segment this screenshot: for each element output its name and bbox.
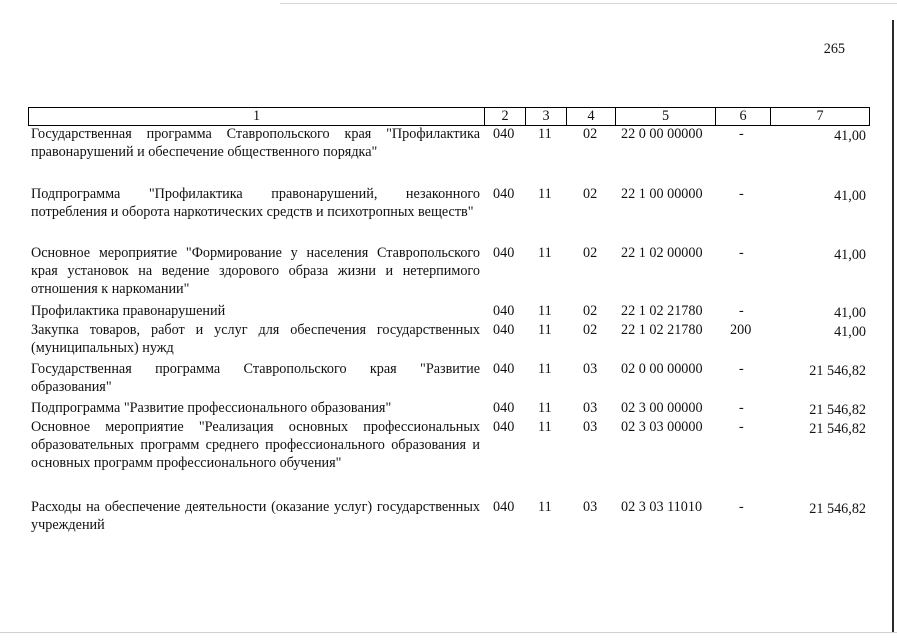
- row-name: Основное мероприятие "Формирование у населения Ставропольского края установок на ведение здорового образа жизни и нетерпимого отношения к наркомании": [31, 245, 480, 297]
- row-target-code: 22 1 00 00000: [621, 186, 703, 202]
- page-number: 265: [823, 41, 845, 57]
- scan-edge-bottom: [0, 632, 897, 633]
- row-amount: 41,00: [834, 128, 866, 144]
- row-expense-type: -: [739, 245, 744, 261]
- row-amount: 21 546,82: [809, 402, 866, 418]
- header-cell-6: 6: [715, 107, 771, 126]
- row-section: 11: [538, 303, 552, 319]
- row-name: Подпрограмма "Профилактика правонарушений, незаконного потребления и оборота наркотических средств и психотропных веществ": [31, 186, 480, 220]
- row-subsection: 02: [583, 322, 598, 338]
- row-subsection: 02: [583, 186, 598, 202]
- row-section: 11: [538, 245, 552, 261]
- scan-edge-top: [280, 3, 897, 4]
- row-code-ministry: 040: [493, 186, 515, 202]
- row-expense-type: -: [739, 361, 744, 377]
- header-cell-1: 1: [28, 107, 485, 126]
- row-amount: 21 546,82: [809, 421, 866, 437]
- row-code-ministry: 040: [493, 245, 515, 261]
- row-subsection: 03: [583, 361, 598, 377]
- row-code-ministry: 040: [493, 361, 515, 377]
- row-code-ministry: 040: [493, 419, 515, 435]
- scan-edge-right: [892, 20, 894, 632]
- row-section: 11: [538, 419, 552, 435]
- row-amount: 21 546,82: [809, 363, 866, 379]
- row-code-ministry: 040: [493, 400, 515, 416]
- row-target-code: 22 1 02 00000: [621, 245, 703, 261]
- header-cell-4: 4: [566, 107, 616, 126]
- row-section: 11: [538, 322, 552, 338]
- row-amount: 41,00: [834, 324, 866, 340]
- row-subsection: 03: [583, 499, 598, 515]
- header-cell-3: 3: [525, 107, 567, 126]
- row-target-code: 02 3 03 00000: [621, 419, 703, 435]
- row-code-ministry: 040: [493, 499, 515, 515]
- row-subsection: 03: [583, 400, 598, 416]
- row-code-ministry: 040: [493, 126, 515, 142]
- row-subsection: 02: [583, 126, 598, 142]
- row-name: Подпрограмма "Развитие профессионального образования": [31, 400, 392, 416]
- row-amount: 41,00: [834, 188, 866, 204]
- row-expense-type: -: [739, 126, 744, 142]
- header-cell-7: 7: [770, 107, 870, 126]
- header-cell-2: 2: [484, 107, 526, 126]
- row-code-ministry: 040: [493, 322, 515, 338]
- row-amount: 41,00: [834, 305, 866, 321]
- row-amount: 41,00: [834, 247, 866, 263]
- row-section: 11: [538, 499, 552, 515]
- row-section: 11: [538, 126, 552, 142]
- row-section: 11: [538, 400, 552, 416]
- header-cell-5: 5: [615, 107, 716, 126]
- row-expense-type: -: [739, 400, 744, 416]
- row-name: Государственная программа Ставропольского края "Развитие образования": [31, 361, 480, 395]
- row-name: Государственная программа Ставропольского края "Профилактика правонарушений и обеспечение общественного порядка": [31, 126, 480, 160]
- row-subsection: 02: [583, 245, 598, 261]
- row-code-ministry: 040: [493, 303, 515, 319]
- row-expense-type: -: [739, 303, 744, 319]
- row-name: Основное мероприятие "Реализация основных профессиональных образовательных программ среднего профессионального образования и основных программ профессионального обучения": [31, 419, 480, 471]
- row-name: Расходы на обеспечение деятельности (оказание услуг) государственных учреждений: [31, 499, 480, 533]
- row-subsection: 03: [583, 419, 598, 435]
- row-expense-type: 200: [730, 322, 752, 338]
- row-target-code: 02 3 00 00000: [621, 400, 703, 416]
- row-expense-type: -: [739, 186, 744, 202]
- row-subsection: 02: [583, 303, 598, 319]
- row-section: 11: [538, 186, 552, 202]
- row-expense-type: -: [739, 419, 744, 435]
- row-target-code: 02 3 03 11010: [621, 499, 703, 515]
- row-target-code: 22 1 02 21780: [621, 303, 703, 319]
- row-amount: 21 546,82: [809, 501, 866, 517]
- row-expense-type: -: [739, 499, 744, 515]
- row-target-code: 02 0 00 00000: [621, 361, 703, 377]
- row-section: 11: [538, 361, 552, 377]
- row-name: Закупка товаров, работ и услуг для обеспечения государственных (муниципальных) нужд: [31, 322, 480, 356]
- row-target-code: 22 0 00 00000: [621, 126, 703, 142]
- row-name: Профилактика правонарушений: [31, 303, 226, 319]
- row-target-code: 22 1 02 21780: [621, 322, 703, 338]
